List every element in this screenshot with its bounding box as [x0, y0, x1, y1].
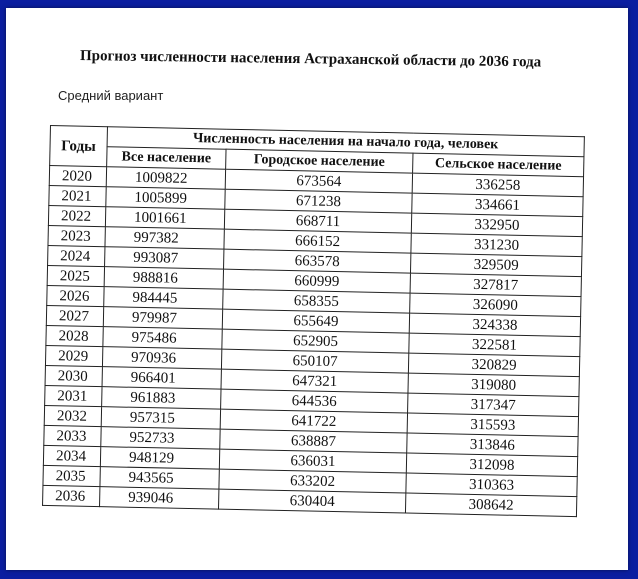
total-population-cell: 997382	[105, 227, 224, 249]
rural-population-cell: 332950	[411, 213, 582, 237]
urban-population-cell: 673564	[225, 169, 412, 193]
total-population-cell: 1005899	[106, 187, 225, 209]
total-population-cell: 957315	[101, 407, 220, 429]
total-population-cell: 993087	[105, 247, 224, 269]
urban-population-cell: 641722	[220, 409, 407, 433]
document-title: Прогноз численности населения Астраханской области до 2036 года	[79, 48, 542, 71]
rural-population-cell: 313846	[407, 433, 578, 457]
urban-population-cell: 671238	[225, 189, 412, 213]
table-body	[43, 166, 584, 517]
total-population-cell: 979987	[103, 307, 222, 329]
rural-population-cell: 315593	[407, 413, 578, 437]
urban-population-cell: 655649	[222, 309, 409, 333]
total-population-cell: 939046	[100, 487, 219, 509]
total-population-cell: 1009822	[106, 167, 225, 189]
urban-population-cell: 633202	[219, 469, 406, 493]
rural-population-cell: 324338	[409, 313, 580, 337]
urban-population-cell: 636031	[219, 449, 406, 473]
total-population-cell: 952733	[101, 427, 220, 449]
urban-population-cell: 644536	[221, 389, 408, 413]
rural-population-cell: 310363	[406, 473, 577, 497]
year-cell: 2030	[45, 365, 102, 386]
urban-population-cell: 668711	[224, 209, 411, 233]
year-cell: 2035	[43, 465, 100, 486]
document-page	[6, 8, 628, 570]
total-population-cell: 943565	[100, 467, 219, 489]
rural-population-cell: 317347	[408, 393, 579, 417]
column-header-rural: Сельское население	[413, 153, 584, 177]
year-cell: 2031	[45, 385, 102, 406]
years-header: Годы	[50, 126, 108, 167]
year-cell: 2025	[47, 265, 104, 286]
total-population-cell: 961883	[102, 387, 221, 409]
total-population-cell: 966401	[102, 367, 221, 389]
urban-population-cell: 638887	[220, 429, 407, 453]
year-cell: 2036	[43, 485, 100, 506]
year-cell: 2032	[44, 405, 101, 426]
year-cell: 2023	[48, 225, 105, 246]
year-cell: 2027	[46, 305, 103, 326]
year-cell: 2029	[45, 345, 102, 366]
total-population-cell: 988816	[104, 267, 223, 289]
urban-population-cell: 647321	[221, 369, 408, 393]
total-population-cell: 970936	[102, 347, 221, 369]
urban-population-cell: 658355	[223, 289, 410, 313]
column-header-total: Все население	[107, 147, 226, 169]
rural-population-cell: 312098	[406, 453, 577, 477]
urban-population-cell: 630404	[218, 489, 405, 513]
rural-population-cell: 327817	[410, 273, 581, 297]
urban-population-cell: 650107	[221, 349, 408, 373]
total-population-cell: 1001661	[105, 207, 224, 229]
urban-population-cell: 660999	[223, 269, 410, 293]
rural-population-cell: 331230	[411, 233, 582, 257]
year-cell: 2033	[44, 425, 101, 446]
group-header: Численность населения на начало года, человек	[107, 127, 584, 157]
urban-population-cell: 663578	[224, 249, 411, 273]
urban-population-cell: 652905	[222, 329, 409, 353]
population-table	[42, 125, 585, 517]
total-population-cell: 948129	[100, 447, 219, 469]
year-cell: 2024	[48, 245, 105, 266]
population-table-wrapper	[42, 125, 585, 517]
rural-population-cell: 329509	[410, 253, 581, 277]
document-subtitle: Средний вариант	[58, 88, 164, 103]
rural-population-cell: 308642	[405, 493, 576, 517]
rural-population-cell: 336258	[412, 173, 583, 197]
total-population-cell: 984445	[104, 287, 223, 309]
column-header-urban: Городское население	[226, 149, 413, 173]
rural-population-cell: 319080	[408, 373, 579, 397]
year-cell: 2034	[43, 445, 100, 466]
rural-population-cell: 334661	[412, 193, 583, 217]
rural-population-cell: 322581	[409, 333, 580, 357]
year-cell: 2022	[48, 205, 105, 226]
urban-population-cell: 666152	[224, 229, 411, 253]
year-cell: 2021	[49, 185, 106, 206]
year-cell: 2020	[49, 166, 106, 187]
year-cell: 2028	[46, 325, 103, 346]
year-cell: 2026	[47, 285, 104, 306]
rural-population-cell: 320829	[408, 353, 579, 377]
total-population-cell: 975486	[103, 327, 222, 349]
rural-population-cell: 326090	[410, 293, 581, 317]
